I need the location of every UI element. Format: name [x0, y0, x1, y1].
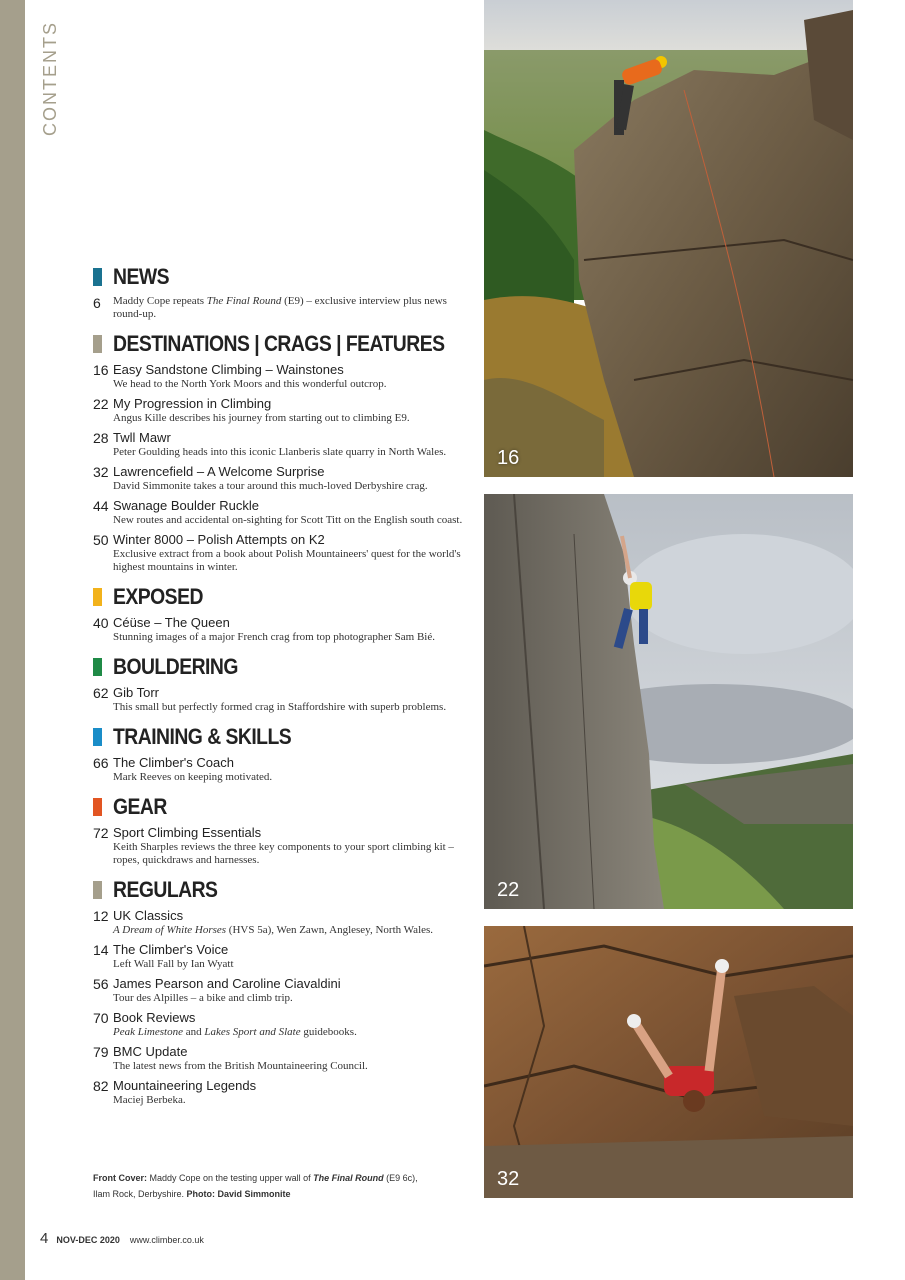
entry-description: [113, 514, 473, 527]
entry-title: Gib Torr: [113, 685, 159, 700]
entry-description-italic: Lakes Sport and Slate: [204, 1026, 301, 1038]
toc-entry[interactable]: [93, 1078, 473, 1107]
toc-entry[interactable]: [93, 908, 473, 937]
entry-title: The Climber's Voice: [113, 942, 229, 957]
toc-entry[interactable]: [93, 295, 473, 321]
entry-title: My Progression in Climbing: [113, 396, 272, 411]
entry-description-text: Tour des Alpilles – a bike and climb trip.: [113, 992, 293, 1004]
entry-description-italic: A Dream of White Horses: [113, 924, 227, 936]
entry-page-number: 82: [93, 1078, 109, 1094]
entry-description-text: (E9) – exclusive interview plus news round-up.: [113, 295, 447, 320]
entry-page-number: 12: [93, 908, 109, 924]
entry-title: James Pearson and Caroline Ciavaldini: [113, 976, 341, 991]
section-title: REGULARS: [113, 877, 218, 902]
entry-description-text: Maddy Cope repeats: [113, 295, 207, 307]
cover-caption-location: Ilam Rock, Derbyshire.: [93, 1189, 187, 1199]
section-color-bar: [93, 335, 102, 353]
entry-page-number: 50: [93, 532, 109, 548]
toc-entry[interactable]: [93, 685, 473, 714]
table-of-contents: [93, 262, 473, 1112]
entry-description-text: David Simmonite takes a tour around this much-loved Derbyshire crag.: [113, 480, 428, 492]
entry-page-number: 66: [93, 755, 109, 771]
entry-description: [113, 958, 473, 971]
entry-description: [113, 295, 473, 321]
entry-description: [113, 1026, 473, 1039]
page-spine-bar: [0, 0, 25, 1280]
entry-page-number: 28: [93, 430, 109, 446]
section-color-bar: [93, 658, 102, 676]
section-title: DESTINATIONS | CRAGS | FEATURES: [113, 331, 445, 356]
entry-description: [113, 841, 473, 867]
section-title: BOULDERING: [113, 654, 238, 679]
entry-description: [113, 992, 473, 1005]
entry-description: [113, 480, 473, 493]
section-header-regulars: [93, 875, 473, 905]
entry-page-number: 44: [93, 498, 109, 514]
entry-title: Lawrencefield – A Welcome Surprise: [113, 464, 325, 479]
entry-description-text: New routes and accidental on-sighting for Scott Titt on the English south coast.: [113, 514, 463, 526]
entry-description: [113, 924, 473, 937]
entry-description-text: Maciej Berbeka.: [113, 1094, 186, 1106]
section-header-bouldering: [93, 652, 473, 682]
cover-caption: [93, 1170, 433, 1202]
entry-page-number: 16: [93, 362, 109, 378]
entry-description: [113, 1094, 473, 1107]
section-header-news: [93, 262, 473, 292]
entry-description: [113, 701, 473, 714]
entry-description-italic: The Final Round: [206, 295, 282, 307]
entry-description: [113, 771, 473, 784]
cover-caption-photo-credit: Photo: David Simmonite: [186, 1189, 291, 1199]
photo-wainstones-image: [484, 0, 853, 477]
entry-description-text: Mark Reeves on keeping motivated.: [113, 771, 273, 783]
footer-page-number: 4: [40, 1230, 49, 1247]
entry-title: Swanage Boulder Ruckle: [113, 498, 259, 513]
section-color-bar: [93, 728, 102, 746]
page-footer: [40, 1230, 204, 1247]
entry-description: [113, 548, 473, 574]
cover-caption-text: Maddy Cope on the testing upper wall of: [147, 1173, 314, 1183]
entry-title: Céüse – The Queen: [113, 615, 230, 630]
photo-wainstones: [484, 0, 853, 477]
entry-description-text: Keith Sharples reviews the three key components to your sport climbing kit – ropes, quickdraws and harnesses.: [113, 841, 454, 866]
photo-progression-page: 22: [497, 879, 520, 901]
toc-entry[interactable]: [93, 755, 473, 784]
cover-caption-label: Front Cover:: [93, 1173, 147, 1183]
photo-lawrencefield-page: 32: [497, 1168, 520, 1190]
photo-wainstones-page: 16: [497, 447, 520, 469]
contents-margin-label: CONTENTS: [40, 21, 60, 136]
entry-page-number: 32: [93, 464, 109, 480]
toc-entry[interactable]: [93, 942, 473, 971]
entry-description-text: Exclusive extract from a book about Polish Mountaineers' quest for the world's highest mountains in winter.: [113, 548, 461, 573]
entry-description: [113, 378, 473, 391]
section-title: NEWS: [113, 264, 169, 289]
entry-description: [113, 446, 473, 459]
toc-entry[interactable]: [93, 362, 473, 391]
entry-page-number: 40: [93, 615, 109, 631]
entry-title: BMC Update: [113, 1044, 188, 1059]
entry-title: Easy Sandstone Climbing – Wainstones: [113, 362, 344, 377]
entry-title: Twll Mawr: [113, 430, 171, 445]
cover-caption-route: The Final Round: [313, 1173, 384, 1183]
photo-progression: [484, 494, 853, 909]
photo-lawrencefield-image: [484, 926, 853, 1198]
section-header-destinations: [93, 329, 473, 359]
entry-description-text: Angus Kille describes his journey from starting out to climbing E9.: [113, 412, 410, 424]
toc-entry[interactable]: [93, 464, 473, 493]
entry-description: [113, 412, 473, 425]
entry-description-text: We head to the North York Moors and this wonderful outcrop.: [113, 378, 387, 390]
entry-description-italic: Peak Limestone: [113, 1026, 183, 1038]
cover-caption-grade: (E9 6c),: [383, 1173, 418, 1183]
toc-entry[interactable]: [93, 1044, 473, 1073]
toc-entry[interactable]: [93, 532, 473, 574]
entry-page-number: 6: [93, 295, 101, 311]
section-title: GEAR: [113, 794, 167, 819]
section-title: EXPOSED: [113, 584, 203, 609]
section-color-bar: [93, 881, 102, 899]
footer-issue: NOV-DEC 2020: [56, 1235, 120, 1245]
photo-progression-image: [484, 494, 853, 909]
entry-title: Winter 8000 – Polish Attempts on K2: [113, 532, 325, 547]
section-title: TRAINING & SKILLS: [113, 724, 292, 749]
section-header-training: [93, 722, 473, 752]
entry-page-number: 72: [93, 825, 109, 841]
entry-page-number: 56: [93, 976, 109, 992]
entry-title: UK Classics: [113, 908, 184, 923]
entry-description-text: guidebooks.: [300, 1026, 357, 1038]
entry-page-number: 70: [93, 1010, 109, 1026]
entry-page-number: 62: [93, 685, 109, 701]
entry-description: [113, 631, 473, 644]
section-header-exposed: [93, 582, 473, 612]
entry-description-text: This small but perfectly formed crag in Staffordshire with superb problems.: [113, 701, 447, 713]
toc-entry[interactable]: [93, 430, 473, 459]
entry-description: [113, 1060, 473, 1073]
toc-entry[interactable]: [93, 976, 473, 1005]
footer-website[interactable]: www.climber.co.uk: [129, 1235, 204, 1245]
entry-description-text: Left Wall Fall by Ian Wyatt: [113, 958, 234, 970]
entry-description-text: Stunning images of a major French crag from top photographer Sam Bié.: [113, 631, 435, 643]
toc-entry[interactable]: [93, 825, 473, 867]
entry-description-text: (HVS 5a), Wen Zawn, Anglesey, North Wales.: [226, 924, 434, 936]
toc-entry[interactable]: [93, 498, 473, 527]
entry-page-number: 22: [93, 396, 109, 412]
entry-description-text: and: [182, 1026, 205, 1038]
entry-title: The Climber's Coach: [113, 755, 234, 770]
entry-description-text: Peter Goulding heads into this iconic Llanberis slate quarry in North Wales.: [113, 446, 447, 458]
entry-title: Book Reviews: [113, 1010, 196, 1025]
entry-title: Mountaineering Legends: [113, 1078, 257, 1093]
toc-entry[interactable]: [93, 396, 473, 425]
toc-entry[interactable]: [93, 615, 473, 644]
section-color-bar: [93, 798, 102, 816]
section-color-bar: [93, 268, 102, 286]
toc-entry[interactable]: [93, 1010, 473, 1039]
entry-page-number: 14: [93, 942, 109, 958]
entry-page-number: 79: [93, 1044, 109, 1060]
photo-lawrencefield: [484, 926, 853, 1198]
entry-title: Sport Climbing Essentials: [113, 825, 262, 840]
section-color-bar: [93, 588, 102, 606]
entry-description-text: The latest news from the British Mountaineering Council.: [113, 1060, 368, 1072]
section-header-gear: [93, 792, 473, 822]
